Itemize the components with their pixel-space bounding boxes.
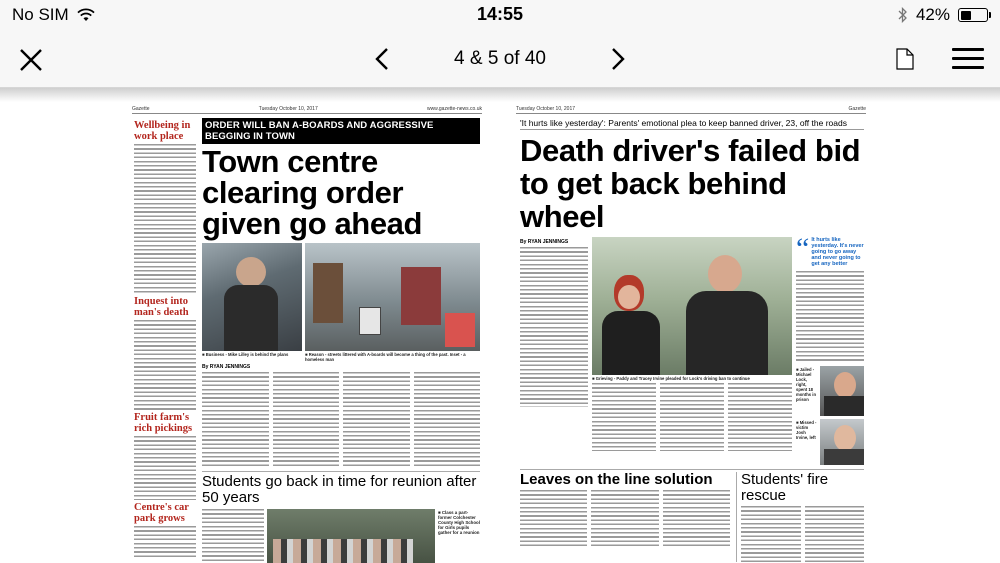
carrier-label: No SIM — [12, 5, 69, 24]
folio-date: Tuesday October 10, 2017 — [516, 106, 576, 112]
body-column — [343, 372, 410, 468]
newspaper-page-right[interactable] — [516, 106, 866, 563]
folio-date: Tuesday October 10, 2017 — [258, 106, 318, 112]
brief-headline: Inquest into man's death — [134, 296, 189, 318]
brief-body-text — [134, 436, 196, 500]
page-indicator: 4 & 5 of 40 — [454, 48, 546, 69]
bluetooth-icon — [898, 7, 908, 23]
status-right — [898, 5, 988, 25]
body-column — [741, 506, 801, 562]
photo-caption: ■ Business - Mike Lilley is behind the plans — [202, 352, 289, 357]
close-icon[interactable] — [16, 45, 46, 75]
body-column — [591, 490, 658, 546]
battery-percent: 42% — [915, 5, 950, 24]
photo-caption: ■ Grieving - Paddy and Tracey Irvine pleaded for Lock's driving ban to continue — [592, 376, 750, 381]
photo-caption: ■ Missed - victim Josh Irvine, left — [796, 420, 817, 440]
photo-reunion-group — [267, 509, 435, 563]
body-column — [663, 490, 730, 546]
newspaper-page-left[interactable] — [132, 106, 482, 563]
story-byline: By RYAN JENNINGS — [520, 239, 569, 245]
battery-icon — [958, 8, 988, 22]
story-body-columns — [202, 372, 480, 468]
clock: 14:55 — [476, 4, 524, 24]
story-byline: By RYAN JENNINGS — [202, 364, 251, 370]
previous-page-icon[interactable] — [372, 46, 392, 72]
body-column — [728, 383, 792, 451]
body-column — [414, 372, 481, 468]
photo-victim — [820, 419, 864, 465]
body-column — [202, 509, 264, 563]
secondary-headline: Leaves on the line solution — [520, 471, 713, 488]
brief-headline: Wellbeing in work place — [134, 120, 191, 142]
body-column — [202, 372, 269, 468]
status-bar — [0, 0, 1000, 30]
page-folio — [132, 106, 482, 114]
pull-quote: It hurts like yesterday. It's never going to go away and never going to get any better — [811, 237, 864, 267]
story-headline: Town centre clearing order given go ahead — [202, 144, 423, 241]
body-column — [805, 506, 865, 562]
story-headline: Death driver's failed bid to get back behind wheel — [520, 133, 861, 234]
brief-body-text — [134, 144, 196, 294]
photo-street-a-boards — [305, 243, 480, 351]
body-column — [592, 383, 656, 451]
body-column — [273, 372, 340, 468]
reader-toolbar — [0, 30, 1000, 88]
brief-body-text — [134, 526, 196, 558]
body-column — [660, 383, 724, 451]
photo-business-owner — [202, 243, 302, 351]
body-column — [520, 490, 587, 546]
next-page-icon[interactable] — [608, 46, 628, 72]
brief-body-text — [134, 320, 196, 410]
body-column — [796, 271, 864, 363]
photo-jailed-driver — [820, 366, 864, 416]
story-kicker: ORDER WILL BAN A-BOARDS AND AGGRESSIVE BEGGING IN TOWN — [202, 118, 480, 144]
battery-level — [961, 11, 972, 20]
body-column — [520, 247, 588, 407]
secondary-headline: Students' fire rescue — [741, 471, 829, 504]
toolbar-shadow — [0, 88, 1000, 102]
brief-headline: Fruit farm's rich pickings — [134, 412, 193, 434]
photo-caption: ■ Class a part- former Colchester County High School for Girls pupils gather for a reunion — [438, 510, 480, 535]
brief-headline: Centre's car park grows — [134, 502, 189, 524]
news-in-brief-column — [134, 118, 196, 558]
photo-caption: ■ Jailed - Michael Lock, right, spent 18 months in prison — [796, 367, 817, 402]
photo-caption: ■ Reason - streets littered with A-boards will become a thing of the past. Inset - a homeless man — [305, 352, 466, 362]
story-kicker: 'It hurts like yesterday': Parents' emotional plea to keep banned driver, 23, off the roads — [520, 118, 864, 130]
photo-grieving-parents — [592, 237, 792, 375]
single-page-icon[interactable] — [896, 48, 914, 70]
menu-icon[interactable] — [952, 48, 984, 70]
lead-story — [202, 118, 480, 563]
quote-mark-icon: “ — [796, 232, 810, 265]
folio-paper-name: Gazette — [132, 106, 150, 112]
page-folio — [516, 106, 866, 114]
folio-paper-name: Gazette — [848, 106, 866, 112]
folio-url: www.gazette-news.co.uk — [426, 106, 482, 112]
secondary-headline: Students go back in time for reunion after 50 years — [202, 471, 480, 506]
lead-story — [520, 118, 864, 562]
